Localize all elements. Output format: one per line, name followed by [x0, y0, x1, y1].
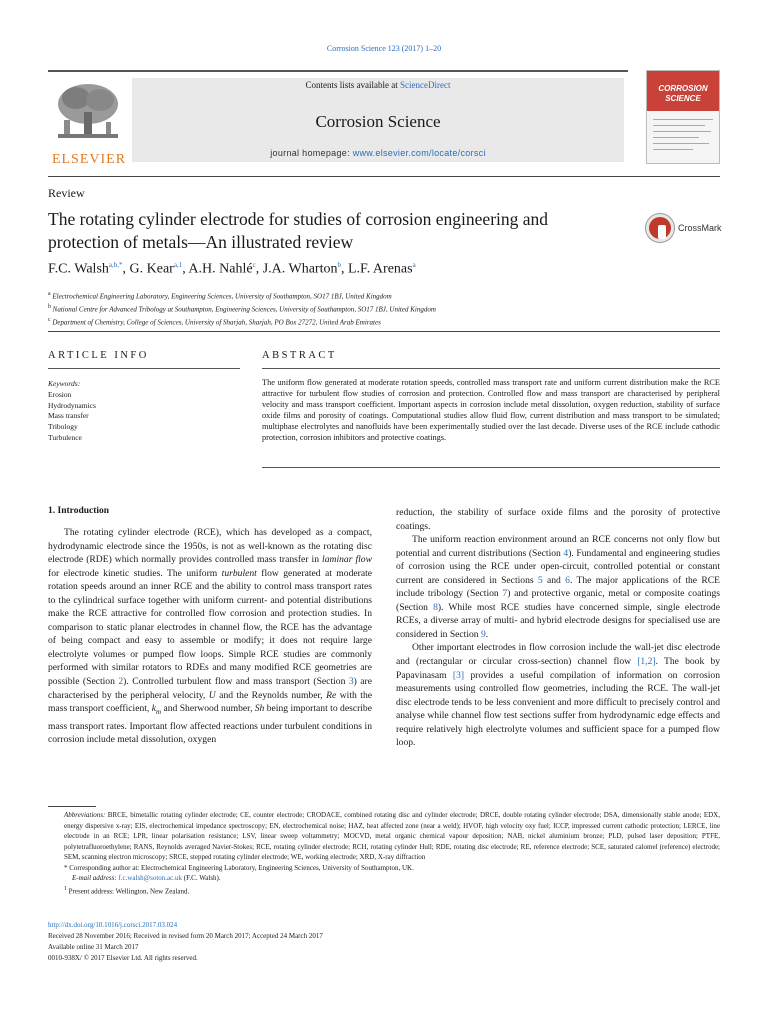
cover-text-line: [653, 131, 711, 132]
author-separator: ,: [182, 261, 189, 277]
author-name: L.F. Arenas: [347, 261, 413, 277]
elsevier-wordmark: ELSEVIER: [51, 152, 127, 167]
section-link[interactable]: 4: [563, 547, 569, 559]
keyword: Hydrodynamics: [48, 400, 96, 410]
masthead-band: [132, 78, 624, 162]
journal-reference[interactable]: Corrosion Science 123 (2017) 1–20: [326, 44, 442, 53]
copyright: 0010-938X/ © 2017 Elsevier Ltd. All rights reserved.: [48, 954, 198, 962]
sciencedirect-link[interactable]: ScienceDirect: [400, 80, 451, 90]
keyword: Erosion: [48, 390, 72, 399]
article-info-heading: ARTICLE INFO: [48, 350, 149, 361]
crossmark-badge[interactable]: [646, 212, 726, 244]
divider: [48, 176, 720, 177]
divider: [48, 331, 720, 332]
affiliation: [48, 315, 720, 328]
section-link[interactable]: 3: [348, 676, 354, 688]
publication-info: [48, 920, 720, 964]
section-heading-introduction: 1. Introduction: [48, 506, 110, 516]
divider: [48, 368, 240, 369]
available-online: Available online 31 March 2017: [48, 943, 139, 951]
citation-link[interactable]: [3]: [452, 669, 465, 681]
body-paragraph: Other important electrodes in flow corrosion include the wall-jet disc electrode and (rectangular or circular cross-section) channel flow [1,2]. The book by Papavinasam [3] provides a useful compilation of information on corrosion measurements using controlled flow geometries, including the RCE. The wall-jet disc electrode tends to be less convenient and more difficult to precisely control and analyse while channel flow test sections suffer from hydrodynamic edge effects and require relatively high electrolyte volumes and sufficient space for a pumped flow loop.: [396, 642, 720, 749]
elsevier-logo: [48, 78, 128, 168]
author-separator: ,: [340, 261, 348, 277]
email-link[interactable]: f.c.walsh@soton.ac.uk: [118, 874, 183, 882]
author-affiliation-sup[interactable]: a,1: [173, 261, 183, 269]
affiliation-text: Electrochemical Engineering Laboratory, Engineering Sciences, University of Southampton, SO17 1BJ, United Kingdom: [52, 292, 392, 301]
keyword: Turbulence: [48, 432, 82, 442]
article-type: Review: [48, 186, 85, 200]
elsevier-tree-icon: [54, 80, 122, 140]
section-link[interactable]: 5: [537, 574, 543, 586]
author-list: [48, 261, 416, 278]
body-paragraph: The rotating cylinder electrode (RCE), which has developed as a compact, hydrodynamic electrode since the 1950s, is not as well-known as the rotating disc electrode (RDE) which normally provides controlled mass transfer in laminar flow for electrode kinetic studies. The uniform turbulent flow generated at moderate rotation speeds around an inner RCE and the ability to control mass transport rates to the cylindrical surface together with uniform current- and potential distributions make the RCE attractive for controlled flow corrosion and protection studies. In comparison to static planar electrodes in channel flow, the RCE has the advantage of being compact and easy to assemble or modify; it does not require large electrolyte volumes or pumped flow loops. Simple RCE studies are commonly performed with similar rotators to RDEs and many modified RCE geometries are possible (Section 2). Controlled turbulent flow and mass transport (Section 3) are characterised by the peripheral velocity, U and the Reynolds number, Re with the mass transport coefficient, $k_m$ and Sherwood number, Sh being important to describe mass transport rates. Important flow affected reactions under turbulent conditions in corrosion include metal dissolution, oxygen: [48, 527, 373, 746]
homepage-prefix: journal homepage:: [270, 148, 353, 158]
footnote-divider: [48, 806, 96, 807]
affiliation-list: [48, 289, 720, 327]
citation-link[interactable]: [1,2]: [637, 656, 656, 668]
abbreviations-text: BRCE, bimetallic rotating cylinder electrode; CE, counter electrode; CRODACE, combined rotating disc and cylinder electrode; DRCE, double rotating cylinder electrode; DSA, dimensionally stable anode; EDX, energy dispersive x-ray; EIS, electrochemical impedance spectroscopy; EN, electrochemical noise; HAZ, heat affected zone (near a weld); HVOF, high velocity oxy fuel; ICCP, impressed current cathodic protection; LERCE, line electrode in an RCE; LPR, linear polarisation resistance; LSV, linear sweep voltammetry; MOCVD, metal organic chemical vapour deposition; NAB, nickel aluminium bronze; PLD, pulsed laser deposition; PTFE, polytetrafluoroethylene; RANS, Reynolds averaged Navier-Stokes; RCE, rotating cylinder electrode; RCH, rotating cylinder Hull; RDE, rotating disc electrode; RE, reference electrode; SCE, saturated calomel (reference) electrode; SEM, scanning electron microscopy; SRCE, stepped rotating cylinder electrode; WE, working electrode; XRD, X-ray diffraction: [64, 811, 720, 861]
affiliation-key: c: [48, 316, 51, 323]
keyword: Tribology: [48, 422, 78, 432]
section-link[interactable]: 6: [565, 574, 570, 586]
body-column-right: [396, 506, 720, 750]
author-affiliation-sup[interactable]: a: [412, 261, 416, 269]
email-label: E-mail address:: [72, 874, 119, 882]
homepage-line: [132, 148, 624, 158]
crossmark-icon: [646, 214, 674, 242]
keyword: Mass transfer: [48, 411, 89, 421]
email-footnote: E-mail address: f.c.walsh@soton.ac.uk (F.C. Walsh).: [72, 874, 221, 882]
author-affiliation-sup[interactable]: c: [252, 261, 256, 269]
section-link[interactable]: 7: [502, 588, 508, 600]
affiliation: [48, 302, 720, 315]
author-separator: ,: [122, 261, 130, 277]
section-link[interactable]: 9: [481, 628, 486, 640]
journal-cover-thumbnail[interactable]: [646, 70, 720, 164]
author-name: A.H. Nahlé: [188, 261, 253, 277]
doi-link[interactable]: http://dx.doi.org/10.1016/j.corsci.2017.03.024: [48, 921, 178, 929]
divider: [262, 467, 720, 468]
journal-name: Corrosion Science: [315, 112, 441, 131]
keywords-label: Keywords:: [48, 379, 81, 388]
keyword-list: [48, 390, 96, 444]
author-affiliation-sup[interactable]: b: [337, 261, 341, 269]
author-separator: ,: [255, 261, 263, 277]
cover-text-line: [653, 149, 693, 150]
affiliation-text: Department of Chemistry, College of Sciences, University of Sharjah, Sharjah, PO Box 27272, United Arab Emirates: [52, 317, 381, 326]
body-paragraph: reduction, the stability of surface oxide films and the porosity of protective coatings.: [396, 507, 720, 532]
affiliation-key: b: [48, 303, 51, 310]
cover-text-line: [653, 143, 709, 144]
journal-masthead: [48, 70, 628, 166]
footnote-marker: 1: [64, 885, 67, 892]
section-link[interactable]: 2: [118, 676, 124, 688]
body-paragraph: The uniform reaction environment around an RCE concerns not only flow but potential and current distributions (Section 4). Fundamental and engineering studies of corrosion using the RCE under open-circuit, controlled potential or constant current are considered in Sections 5 and 6. The major applications of the RCE include tribology (Section 7) and protective organic, metal or composite coatings (Section 8). While most RCE studies have concerned simple, single electrode RCEs, a diverse array of multi- and hybrid electrode designs for specialised use are considered in Section 9.: [396, 534, 720, 640]
contents-prefix: Contents lists available at: [305, 80, 400, 90]
footnotes: [48, 810, 720, 896]
article-title: The rotating cylinder electrode for studies of corrosion engineering and protection of metals—An illustrated review: [48, 209, 549, 252]
contents-line: [132, 80, 624, 90]
affiliation-key: a: [48, 291, 51, 297]
cover-title-line-1: CORROSION: [658, 84, 708, 93]
cover-title-line-2: SCIENCE: [665, 94, 701, 103]
abstract-text: The uniform flow generated at moderate rotation speeds, controlled mass transport rate and uniform current distribution make the RCE attractive for turbulent flow studies of corrosion and protection. Controlled flow and mass transport are characterised by peripheral velocity and mass transport coefficient. Important aspects in corrosion include metal dissolution, oxygen reduction, stability of surface oxide films and porosity of coatings. Computational studies allow fluid flow, current distribution and mass transport to be simulated; multiphase electrolytes and nanofluids have been experimentally studied over the last decade. Diverse uses of the RCE include cathodic protection, corrosion inhibitors and protective coatings.: [262, 378, 720, 442]
cover-text-line: [653, 137, 699, 138]
author-name: J.A. Wharton: [262, 261, 338, 277]
present-address-footnote: $^1$ Present address: Wellington, New Zealand.: [64, 885, 190, 895]
author-name: F.C. Walsh: [48, 261, 109, 277]
cover-text-line: [653, 119, 713, 120]
homepage-link[interactable]: www.elsevier.com/locate/corsci: [352, 148, 486, 158]
divider: [262, 368, 720, 369]
body-column-left: [48, 506, 372, 747]
abbreviations-label: Abbreviations:: [64, 811, 106, 819]
author-affiliation-sup[interactable]: a,b,*: [108, 261, 123, 269]
abbreviations-footnote: [48, 810, 720, 863]
corresponding-author-footnote: * Corresponding author at: Electrochemical Engineering Laboratory, Engineering Sciences, University of Southampton, UK.: [64, 863, 414, 872]
author-name: G. Kear: [129, 261, 174, 277]
crossmark-label: CrossMark: [678, 223, 722, 233]
received-dates: Received 28 November 2016; Received in revised form 20 March 2017; Accepted 24 March 2017: [48, 932, 323, 940]
affiliation: [48, 289, 720, 302]
section-link[interactable]: 8: [433, 601, 438, 613]
abstract-heading: ABSTRACT: [262, 350, 337, 361]
affiliation-text: National Centre for Advanced Tribology at Southampton, Engineering Sciences, University of Southampton, SO17 1BJ, United Kingdom: [52, 305, 436, 314]
cover-text-line: [653, 125, 705, 126]
